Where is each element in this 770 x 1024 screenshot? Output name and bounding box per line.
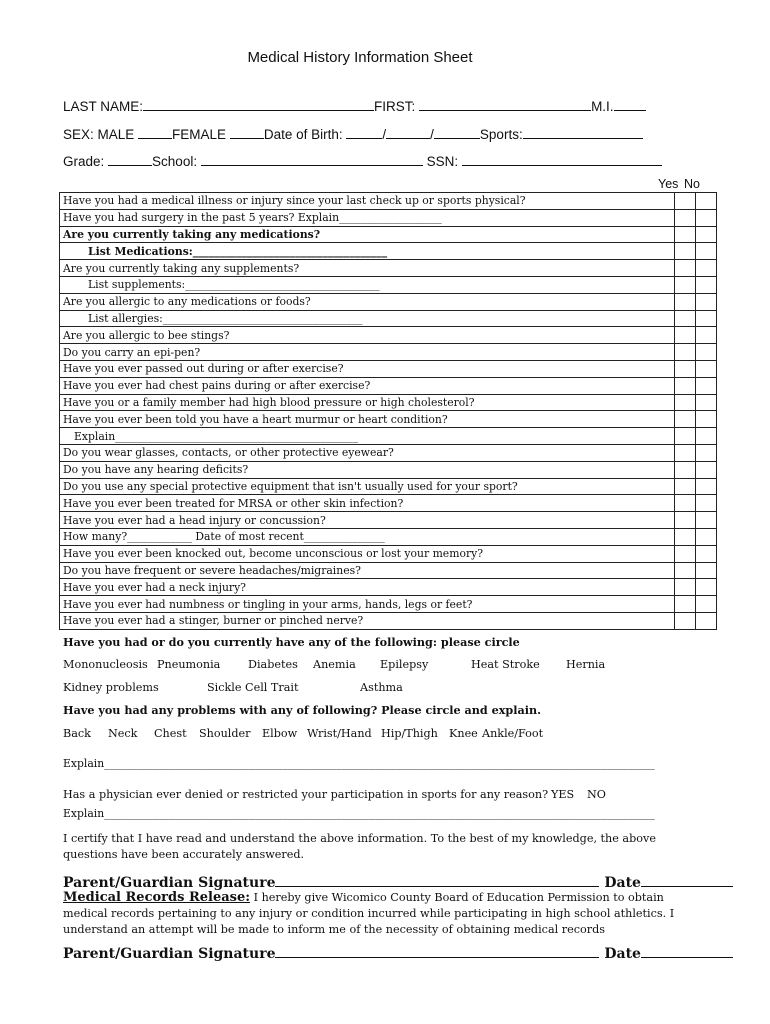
condition-option[interactable]: Heat Stroke xyxy=(471,658,540,671)
no-answer-cell[interactable] xyxy=(696,444,717,461)
last-name-label: LAST NAME: xyxy=(63,99,144,114)
question-text: Do you have any hearing deficits? xyxy=(60,461,675,478)
yes-answer-cell[interactable] xyxy=(675,360,696,377)
question-row xyxy=(60,428,717,445)
question-text: Do you use any special protective equipment that isn't usually used for your sport? xyxy=(60,478,675,495)
question-row xyxy=(60,310,717,327)
question-text: Have you ever been treated for MRSA or other skin infection? xyxy=(60,495,675,512)
question-row xyxy=(60,394,717,411)
no-answer-cell[interactable] xyxy=(696,478,717,495)
body-part-option[interactable]: Elbow xyxy=(262,727,298,740)
yes-answer-cell[interactable] xyxy=(675,562,696,579)
questions-table xyxy=(59,192,717,630)
question-row xyxy=(60,461,717,478)
condition-option[interactable]: Sickle Cell Trait xyxy=(207,681,299,694)
question-text: Have you had a medical illness or injury since your last check up or sports physical? xyxy=(60,193,675,210)
female-label: FEMALE xyxy=(172,127,227,142)
physician-question: Has a physician ever denied or restricted your participation in sports for any reason? xyxy=(63,788,549,801)
signature-field[interactable] xyxy=(275,871,599,887)
body-part-option[interactable]: Neck xyxy=(108,727,138,740)
question-row xyxy=(60,360,717,377)
no-answer-cell[interactable] xyxy=(696,394,717,411)
question-row xyxy=(60,444,717,461)
sex-dob-row xyxy=(63,124,643,142)
question-text: Have you ever passed out during or after exercise? xyxy=(60,360,675,377)
yes-answer-cell[interactable] xyxy=(675,276,696,293)
question-text: Have you ever had numbness or tingling in your arms, hands, legs or feet? xyxy=(60,596,675,613)
grade-school-row xyxy=(63,151,662,169)
yes-answer-cell[interactable] xyxy=(675,444,696,461)
no-answer-cell[interactable] xyxy=(696,226,717,243)
no-answer-cell[interactable] xyxy=(696,193,717,210)
body-part-option[interactable]: Knee xyxy=(449,727,478,740)
yes-answer-cell[interactable] xyxy=(675,495,696,512)
condition-option[interactable]: Hernia xyxy=(566,658,606,671)
no-answer-cell[interactable] xyxy=(696,310,717,327)
question-row xyxy=(60,293,717,310)
question-text: Do you have frequent or severe headaches/migraines? xyxy=(60,562,675,579)
no-answer-cell[interactable] xyxy=(696,293,717,310)
question-text: How many?____________ Date of most recent_______________ xyxy=(60,528,675,545)
release-text: I hereby give Wicomico County Board of Education Permission to obtain medical records pertaining to any injury or condition incurred while participating in high school athletics. I understand an attempt will be made to inform me of the necessity of obtaining medical records xyxy=(63,891,675,936)
question-row xyxy=(60,596,717,613)
question-row xyxy=(60,377,717,394)
ssn-field[interactable] xyxy=(462,151,662,166)
yes-answer-cell[interactable] xyxy=(675,411,696,428)
conditions-heading: Have you had or do you currently have any of the following: please circle xyxy=(63,635,520,649)
signature-line-2 xyxy=(63,942,733,962)
yes-answer-cell[interactable] xyxy=(675,478,696,495)
sports-field[interactable] xyxy=(523,124,643,139)
condition-option[interactable]: Kidney problems xyxy=(63,681,159,694)
question-row xyxy=(60,545,717,562)
no-answer-cell[interactable] xyxy=(696,512,717,529)
question-text: Have you or a family member had high blood pressure or high cholesterol? xyxy=(60,394,675,411)
certification-statement: I certify that I have read and understand the above information. To the best of my knowledge, the above questions have been accurately answered. xyxy=(63,832,656,861)
question-row xyxy=(60,612,717,629)
no-answer-cell[interactable] xyxy=(696,260,717,277)
mi-field[interactable] xyxy=(614,96,646,111)
dob-month-field[interactable] xyxy=(346,124,382,139)
grade-field[interactable] xyxy=(108,151,152,166)
yes-answer-cell[interactable] xyxy=(675,260,696,277)
medical-records-release xyxy=(63,890,708,938)
yes-answer-cell[interactable] xyxy=(675,596,696,613)
question-text: Do you carry an epi-pen? xyxy=(60,344,675,361)
yes-answer-cell[interactable] xyxy=(675,327,696,344)
no-answer-cell[interactable] xyxy=(696,428,717,445)
name-row xyxy=(63,96,646,114)
last-name-field[interactable] xyxy=(143,96,374,111)
no-answer-cell[interactable] xyxy=(696,461,717,478)
no-answer-cell[interactable] xyxy=(696,411,717,428)
date-label: Date xyxy=(604,946,641,962)
question-row xyxy=(60,226,717,243)
question-row xyxy=(60,528,717,545)
question-text: Have you ever had a neck injury? xyxy=(60,579,675,596)
question-row xyxy=(60,276,717,293)
condition-option[interactable]: Epilepsy xyxy=(380,658,429,671)
yes-answer-cell[interactable] xyxy=(675,545,696,562)
no-answer-cell[interactable] xyxy=(696,276,717,293)
yes-answer-cell[interactable] xyxy=(675,461,696,478)
yes-answer-cell[interactable] xyxy=(675,226,696,243)
date-field[interactable] xyxy=(641,871,733,887)
question-row xyxy=(60,243,717,260)
question-row xyxy=(60,260,717,277)
release-heading: Medical Records Release: xyxy=(63,890,251,905)
question-row xyxy=(60,209,717,226)
dob-year-field[interactable] xyxy=(434,124,480,139)
no-answer-cell[interactable] xyxy=(696,327,717,344)
grade-label: Grade: xyxy=(63,154,105,169)
yes-answer-cell[interactable] xyxy=(675,394,696,411)
question-text: Do you wear glasses, contacts, or other protective eyewear? xyxy=(60,444,675,461)
question-text: Have you ever had a stinger, burner or pinched nerve? xyxy=(60,612,675,629)
question-text: List supplements:____________________________________ xyxy=(60,276,675,293)
yes-answer-cell[interactable] xyxy=(675,209,696,226)
yes-answer-cell[interactable] xyxy=(675,612,696,629)
condition-option[interactable]: Asthma xyxy=(360,681,403,694)
question-text: Have you ever been told you have a heart murmur or heart condition? xyxy=(60,411,675,428)
question-text: Explain_____________________________________________ xyxy=(60,428,675,445)
condition-option[interactable]: Pneumonia xyxy=(157,658,221,671)
condition-option[interactable]: Anemia xyxy=(313,658,356,671)
body-part-option[interactable]: Shoulder xyxy=(199,727,251,740)
question-text: List allergies:_____________________________________ xyxy=(60,310,675,327)
yes-answer-cell[interactable] xyxy=(675,579,696,596)
date-label: Date xyxy=(604,875,641,891)
signature-line-1 xyxy=(63,871,733,891)
yes-answer-cell[interactable] xyxy=(675,344,696,361)
question-text: Have you had surgery in the past 5 years? Explain___________________ xyxy=(60,209,675,226)
body-part-option[interactable]: Back xyxy=(63,727,91,740)
dob-slash: / xyxy=(430,127,434,142)
condition-option[interactable]: Mononucleosis xyxy=(63,658,148,671)
dob-day-field[interactable] xyxy=(386,124,430,139)
physician-no-option[interactable]: NO xyxy=(587,788,606,801)
no-answer-cell[interactable] xyxy=(696,528,717,545)
no-answer-cell[interactable] xyxy=(696,579,717,596)
yes-answer-cell[interactable] xyxy=(675,243,696,260)
male-field[interactable] xyxy=(138,124,172,139)
question-text: Have you ever had chest pains during or after exercise? xyxy=(60,377,675,394)
question-row xyxy=(60,478,717,495)
condition-option[interactable]: Diabetes xyxy=(248,658,298,671)
first-name-field[interactable] xyxy=(419,96,591,111)
body-parts-heading: Have you had any problems with any of following? Please circle and explain. xyxy=(63,703,542,717)
no-answer-cell[interactable] xyxy=(696,495,717,512)
dob-label: Date of Birth: xyxy=(263,127,343,142)
yes-answer-cell[interactable] xyxy=(675,377,696,394)
no-answer-cell[interactable] xyxy=(696,377,717,394)
question-row xyxy=(60,327,717,344)
question-text: Have you ever had a head injury or concussion? xyxy=(60,512,675,529)
question-row xyxy=(60,579,717,596)
question-row xyxy=(60,512,717,529)
question-row xyxy=(60,193,717,210)
yes-answer-cell[interactable] xyxy=(675,293,696,310)
ssn-label: SSN: xyxy=(426,154,459,169)
question-text: Are you currently taking any medications? xyxy=(60,226,675,243)
female-field[interactable] xyxy=(230,124,264,139)
body-part-option[interactable]: Chest xyxy=(154,727,187,740)
physician-explain-field[interactable]: Explain______________________________________________________________________________________________________ xyxy=(63,807,655,820)
question-row xyxy=(60,411,717,428)
question-text: Are you currently taking any supplements? xyxy=(60,260,675,277)
question-text: List Medications:____________________________________ xyxy=(60,243,675,260)
signature-field[interactable] xyxy=(275,942,599,958)
yes-answer-cell[interactable] xyxy=(675,512,696,529)
first-name-label: FIRST: xyxy=(374,99,416,114)
body-parts-explain-field[interactable]: Explain______________________________________________________________________________________________________ xyxy=(63,757,655,770)
no-answer-cell[interactable] xyxy=(696,243,717,260)
yes-answer-cell[interactable] xyxy=(675,528,696,545)
school-label: School: xyxy=(152,154,198,169)
question-text: Are you allergic to bee stings? xyxy=(60,327,675,344)
sports-label: Sports: xyxy=(479,127,523,142)
body-part-option[interactable]: Ankle/Foot xyxy=(482,727,544,740)
dob-slash: / xyxy=(382,127,387,142)
yes-answer-cell[interactable] xyxy=(675,428,696,445)
question-row xyxy=(60,562,717,579)
date-field[interactable] xyxy=(641,942,733,958)
signature-label: Parent/Guardian Signature xyxy=(63,875,276,891)
body-part-option[interactable]: Wrist/Hand xyxy=(307,727,372,740)
question-row xyxy=(60,495,717,512)
no-answer-cell[interactable] xyxy=(696,545,717,562)
school-field[interactable] xyxy=(201,151,423,166)
sex-male-label: SEX: MALE xyxy=(63,127,135,142)
page-title: Medical History Information Sheet xyxy=(247,49,473,66)
no-answer-cell[interactable] xyxy=(696,209,717,226)
no-answer-cell[interactable] xyxy=(696,360,717,377)
no-answer-cell[interactable] xyxy=(696,344,717,361)
no-column-header: No xyxy=(684,177,700,191)
no-answer-cell[interactable] xyxy=(696,596,717,613)
signature-label: Parent/Guardian Signature xyxy=(63,946,276,962)
physician-yes-option[interactable]: YES xyxy=(551,788,575,801)
body-part-option[interactable]: Hip/Thigh xyxy=(381,727,438,740)
mi-label: M.I. xyxy=(591,99,614,114)
no-answer-cell[interactable] xyxy=(696,562,717,579)
no-answer-cell[interactable] xyxy=(696,612,717,629)
question-row xyxy=(60,344,717,361)
yes-column-header: Yes xyxy=(658,177,679,191)
question-text: Have you ever been knocked out, become unconscious or lost your memory? xyxy=(60,545,675,562)
yes-answer-cell[interactable] xyxy=(675,310,696,327)
question-text: Are you allergic to any medications or foods? xyxy=(60,293,675,310)
yes-answer-cell[interactable] xyxy=(675,193,696,210)
